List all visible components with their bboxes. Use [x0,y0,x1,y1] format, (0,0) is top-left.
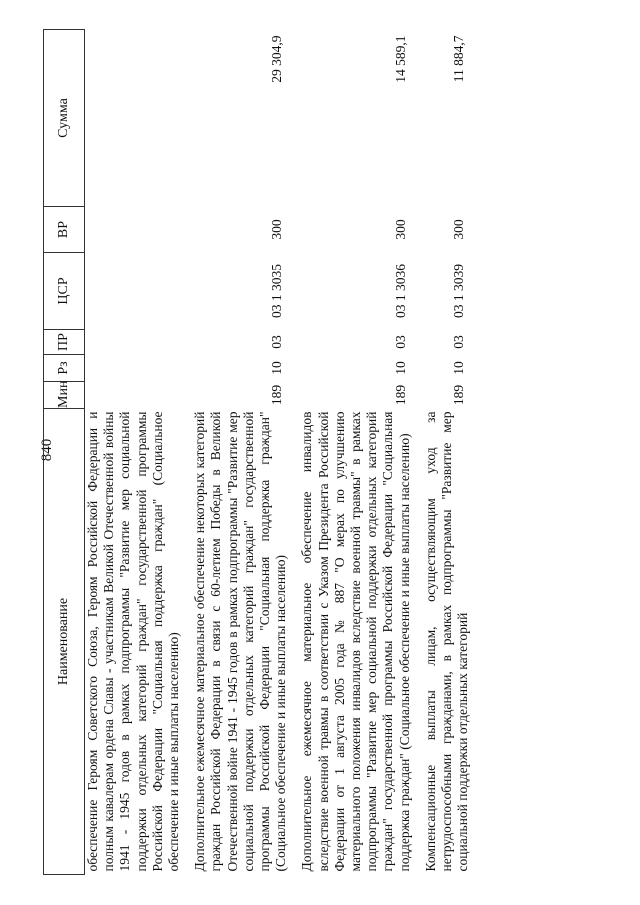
budget-table-sheet [43,30,586,875]
row-csr [85,253,189,330]
table-header-row [44,30,85,875]
row-csr: 03 1 3036 [392,264,408,318]
row-vr: 300 [451,219,467,240]
table-row [295,30,418,875]
row-pr: 03 [451,335,467,349]
row-csr: 03 1 3035 [269,264,285,318]
row-sum [85,30,189,207]
row-rz: 10 [392,361,408,375]
row-name: Компенсационные выплаты лицам, осуществляющим уход за нетрудоспособными гражданами, в рамках подпрограммы "Развитие мер социальной поддержки отдельных категорий [422,411,471,872]
row-min: 189 [451,384,467,406]
row-pr [85,330,189,355]
header-name: Наименование [44,409,85,875]
row-sum: 29 304,9 [269,35,285,83]
row-name: обеспечение Героям Советского Союза, Героям Российской Федерации и полным кавалерам ордена Славы - участникам Великой Отечественной войны 1941 - 1945 годов в рамках подпрограммы "Развитие мер социальной поддержки отдельных категорий граждан" государственной программы Российской Федерации "Социальная поддержка граждан" (Социальное обеспечение и иные выплаты населению) [85,411,182,872]
row-vr: 300 [392,219,408,240]
row-name: Дополнительное ежемесячное материальное обеспечение некоторых категорий граждан Российской Федерации в связи с 60-летием Победы в Великой Отечественной войне 1941 - 1945 годов в рамках подпрограммы "Развитие мер социальной поддержки отдельных категорий граждан" государственной программы Российской Федерации "Социальная поддержка граждан" (Социальное обеспечение и иные выплаты населению) [192,411,289,872]
budget-table [43,29,477,875]
row-vr: 300 [269,219,285,240]
row-vr [85,207,189,253]
row-name: Дополнительное ежемесячное материальное обеспечение инвалидов вследствие военной травмы в соответствии с Указом Президента Российской Федерации от 1 августа 2005 года № 887 "О мерах по улучшению материального положения инвалидов вследствие военной травмы" в рамках подпрограммы "Развитие мер социальной поддержки отдельных категорий граждан" государственной программы Российской Федерации "Социальная поддержка граждан" (Социальное обеспечение и иные выплаты населению) [299,411,412,872]
header-vr: ВР [44,207,85,253]
row-min: 189 [392,384,408,406]
header-pr: ПР [44,330,85,355]
row-min [85,382,189,409]
row-sum: 14 589,1 [392,35,408,83]
header-csr: ЦСР [44,253,85,330]
row-rz: 10 [451,361,467,375]
row-rz: 10 [269,361,285,375]
row-rz [85,355,189,382]
row-min: 189 [269,384,285,406]
row-pr: 03 [269,335,285,349]
row-sum: 11 884,7 [451,35,467,83]
row-csr: 03 1 3039 [451,264,467,318]
header-min: Мин [44,382,85,409]
table-row [85,30,189,875]
header-rz: Рз [44,355,85,382]
page-number: 840 [39,438,55,462]
header-sum: Сумма [44,30,85,207]
table-row [419,30,478,875]
row-pr: 03 [392,335,408,349]
table-row [188,30,295,875]
